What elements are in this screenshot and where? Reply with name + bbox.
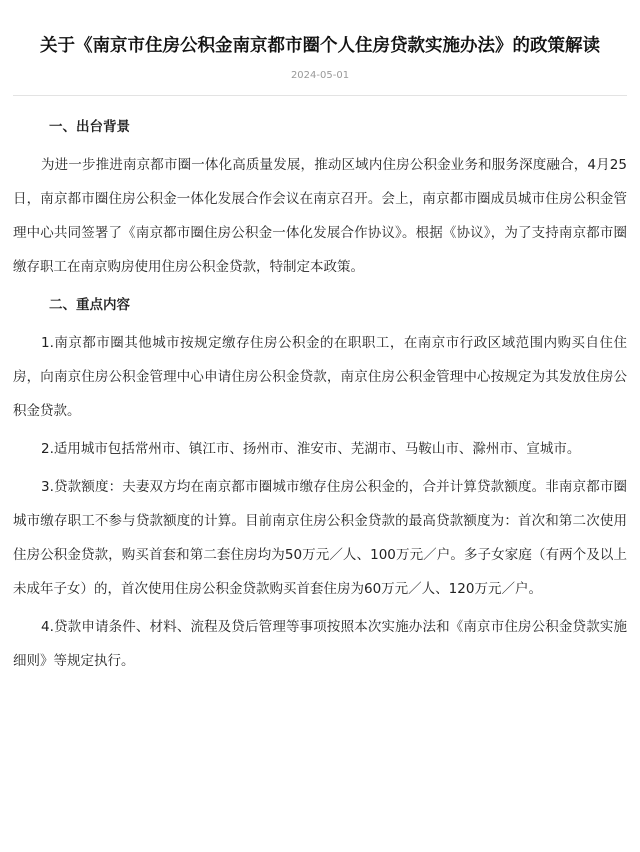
article-title: 关于《南京市住房公积金南京都市圈个人住房贷款实施办法》的政策解读: [40, 36, 600, 56]
publish-date: 2024-05-01: [290, 70, 350, 81]
article-body: [13, 96, 627, 678]
paragraph-item-2: 2.适用城市包括常州市、镇江市、扬州市、淮安市、芜湖市、马鞍山市、滁州市、宣城市。: [41, 441, 581, 457]
paragraph-item-3: 3.贷款额度：夫妻双方均在南京都市圈城市缴存住房公积金的，合并计算贷款额度。非南京都市圈城市缴存职工不参与贷款额度的计算。目前南京住房公积金贷款的最高贷款额度为：首次和第二次使用住房公积金贷款，购买首套和第二套住房均为50万元／人、100万元／户。多子女家庭（有两个及以上未成年子女）的，首次使用住房公积金贷款购买首套住房为60万元／人、120万元／户。: [13, 479, 627, 597]
paragraph-background: 为进一步推进南京都市圈一体化高质量发展，推动区域内住房公积金业务和服务深度融合，4月25日，南京都市圈住房公积金一体化发展合作会议在南京召开。会上，南京都市圈成员城市住房公积金管理中心共同签署了《南京都市圈住房公积金一体化发展合作协议》。根据《协议》，为了支持南京都市圈缴存职工在南京购房使用住房公积金贷款，特制定本政策。: [13, 157, 627, 275]
section-heading-background: 一、出台背景: [49, 119, 130, 135]
paragraph-item-4: 4.贷款申请条件、材料、流程及贷后管理等事项按照本次实施办法和《南京市住房公积金贷款实施细则》等规定执行。: [13, 619, 627, 669]
paragraph-item-1: 1.南京都市圈其他城市按规定缴存住房公积金的在职职工，在南京市行政区域范围内购买自住住房，向南京住房公积金管理中心申请住房公积金贷款，南京住房公积金管理中心按规定为其发放住房公积金贷款。: [13, 335, 627, 419]
section-heading-key-content: 二、重点内容: [49, 297, 130, 313]
